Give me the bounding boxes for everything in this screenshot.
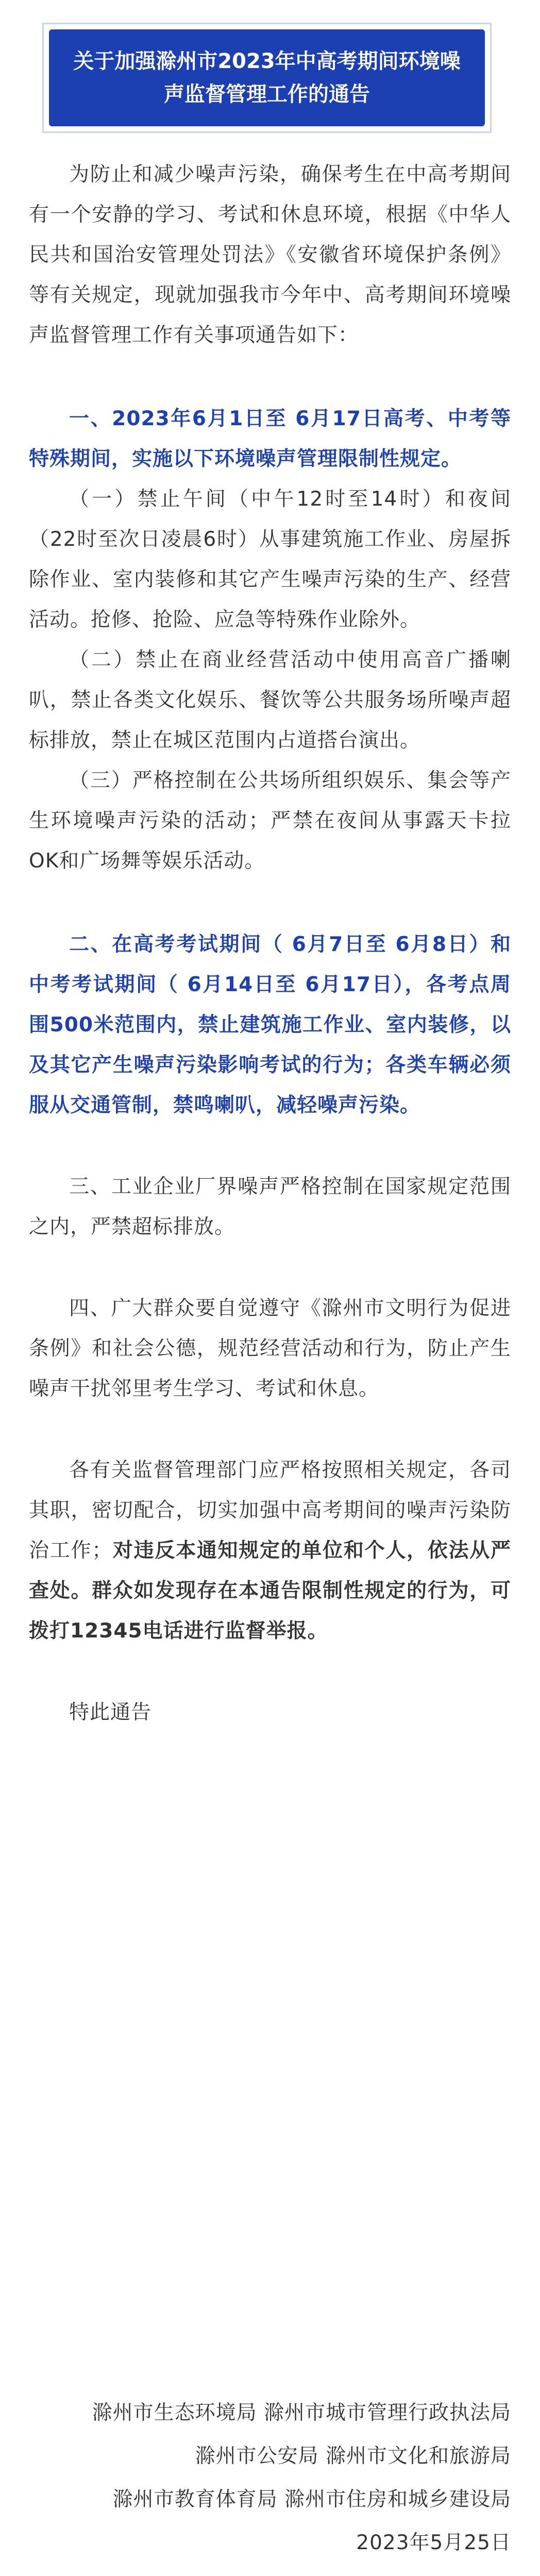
notice-date: 2023年5月25日 [356,2531,511,2554]
signature-block [92,2391,511,2565]
signature-line: 滁州市公安局 滁州市文化和旅游局 [195,2445,511,2468]
section1-item1: （一）禁止午间（中午12时至14时）和夜间（22时至次日凌晨6时）从事建筑施工作业、房屋拆除作业、室内装修和其它产生噪声污染的生产、经营活动。抢修、抢险、应急等特殊作业除外。 [29,488,511,631]
section1-item3: （三）严格控制在公共场所组织娱乐、集会等产生环境噪声污染的活动；严禁在夜间从事露天卡拉OK和广场舞等娱乐活动。 [29,769,511,873]
title-banner [49,29,485,126]
section1-heading: 一、2023年6月1日至 6月17日高考、中考等特殊期间，实施以下环境噪声管理限制性规定。 [29,407,511,471]
section5-bold: 对违反本通知规定的单位和个人，依法从严查处。群众如发现存在本通告限制性规定的行为，可拨打12345电话进行监督举报。 [29,1539,511,1643]
section5-plain: 各有关监督管理部门应严格按照相关规定，各司其职，密切配合，切实加强中高考期间的噪声污染防治工作； [29,1459,511,1562]
section5-paragraph [29,1450,511,1651]
closing-text: 特此通告 [69,1701,152,1724]
notice-body [29,155,511,1733]
page-title: 关于加强滁州市2023年中高考期间环境噪声监督管理工作的通告 [73,49,461,106]
section3-paragraph: 三、工业企业厂界噪声严格控制在国家规定范围之内，严禁超标排放。 [29,1175,511,1239]
intro-paragraph: 为防止和减少噪声污染，确保考生在中高考期间有一个安静的学习、考试和休息环境，根据《中华人民共和国治安管理处罚法》《安徽省环境保护条例》等有关规定，现就加强我市今年中、高考期间环境噪声监督管理工作有关事项通告如下： [29,163,511,347]
signature-line: 滁州市生态环境局 滁州市城市管理行政执法局 [92,2401,511,2424]
section2-paragraph: 二、在高考考试期间（ 6月7日至 6月8日）和中考考试期间（ 6月14日至 6月17日），各考点周围500米范围内，禁止建筑施工作业、室内装修，以及其它产生噪声污染影响考试的行为；各类车辆必须服从交通管制，禁鸣喇叭，减轻噪声污染。 [29,933,511,1117]
title-banner-frame [42,23,492,133]
signature-line: 滁州市教育体育局 滁州市住房和城乡建设局 [112,2488,511,2511]
section4-paragraph: 四、广大群众要自觉遵守《滁州市文明行为促进条例》和社会公德，规范经营活动和行为，防止产生噪声干扰邻里考生学习、考试和休息。 [29,1297,511,1400]
section1-item2: （二）禁止在商业经营活动中使用高音广播喇叭，禁止各类文化娱乐、餐饮等公共服务场所噪声超标排放，禁止在城区范围内占道搭台演出。 [29,648,511,752]
